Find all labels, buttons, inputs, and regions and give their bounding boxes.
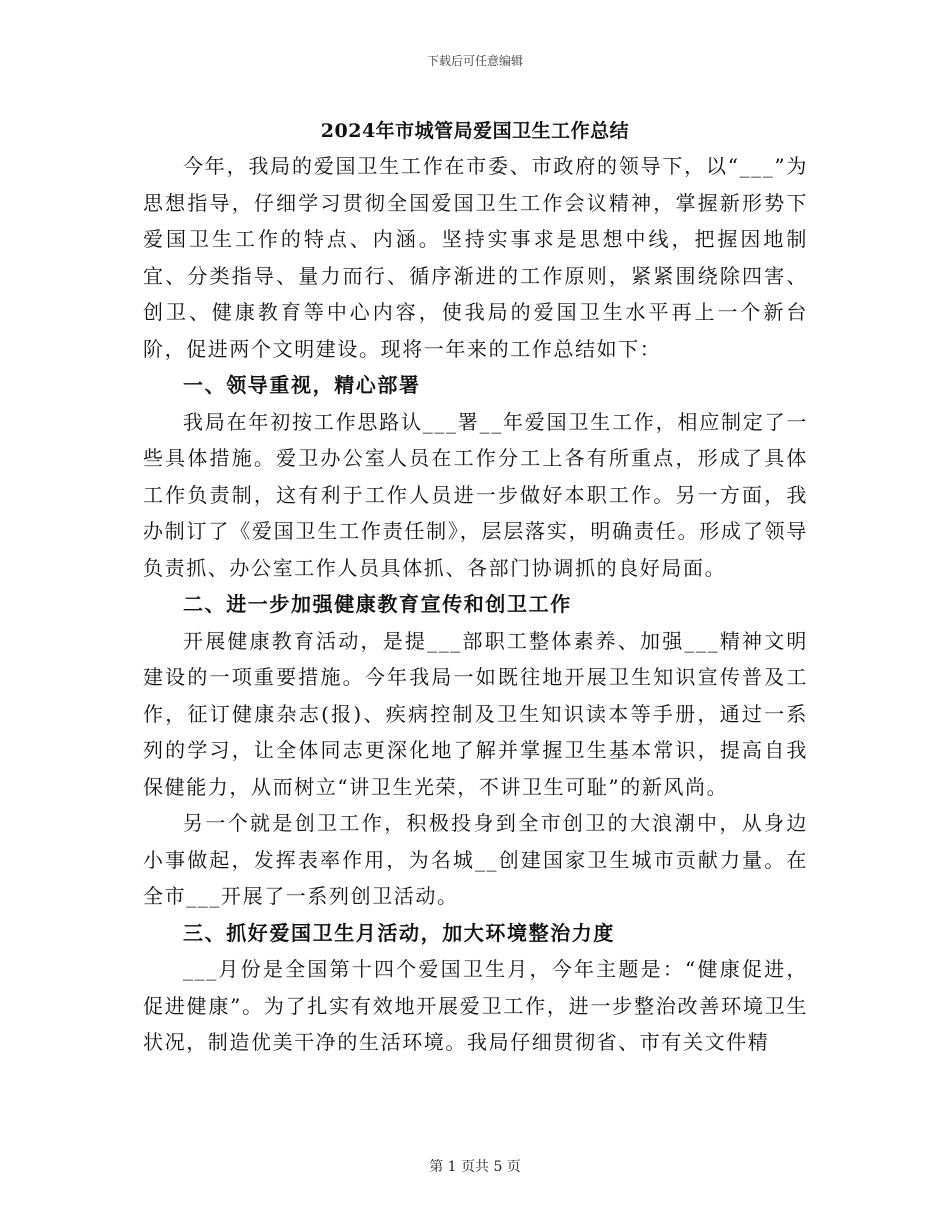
section-2-paragraph-1: 开展健康教育活动，是提___部职工整体素养、加强___精神文明建设的一项重要措施。今年我局一如既往地开展卫生知识宣传普及工作，征订健康杂志(报)、疾病控制及卫生知识读本等手册，通过一系列的学习，让全体同志更深化地了解并掌握卫生基本常识，提高自我保健能力，从而树立“讲卫生光荣，不讲卫生可耻”的新风尚。	[143, 628, 808, 799]
section-1-paragraph: 我局在年初按工作思路认___署__年爱国卫生工作，相应制定了一些具体措施。爱卫办公室人员在工作分工上各有所重点，形成了具体工作负责制，这有利于工作人员进一步做好本职工作。另一方面，我办制订了《爱国卫生工作责任制》，层层落实，明确责任。形成了领导负责抓、办公室工作人员具体抓、各部门协调抓的良好局面。	[143, 409, 808, 580]
section-heading-3: 三、抓好爱国卫生月活动，加大环境整治力度	[183, 920, 615, 945]
section-heading-1: 一、领导重视，精心部署	[183, 373, 421, 397]
document-body	[143, 148, 808, 1061]
section-heading-2: 二、进一步加强健康教育宣传和创卫工作	[183, 592, 572, 616]
section-2-paragraph-2: 另一个就是创卫工作，积极投身到全市创卫的大浪潮中，从身边小事做起，发挥表率作用，为名城__创建国家卫生城市贡献力量。在全市___开展了一系列创卫活动。	[143, 811, 808, 908]
document-title: 2024年市城管局爱国卫生工作总结	[320, 120, 630, 142]
section-3-paragraph: ___月份是全国第十四个爱国卫生月，今年主题是：“健康促进，促进健康”。为了扎实有效地开展爱卫工作，进一步整治改善环境卫生状况，制造优美干净的生活环境。我局仔细贯彻省、市有关文件精	[143, 957, 808, 1054]
page-number: 第 1 页共 5 页	[429, 1159, 521, 1175]
intro-paragraph: 今年，我局的爱国卫生工作在市委、市政府的领导下，以“___”为思想指导，仔细学习贯彻全国爱国卫生工作会议精神，掌握新形势下爱国卫生工作的特点、内涵。坚持实事求是思想中线，把握因地制宜、分类指导、量力而行、循序渐进的工作原则，紧紧围绕除四害、创卫、健康教育等中心内容，使我局的爱国卫生水平再上一个新台阶，促进两个文明建设。现将一年来的工作总结如下：	[143, 154, 808, 361]
page-header-note: 下载后可任意编辑	[426, 54, 523, 68]
